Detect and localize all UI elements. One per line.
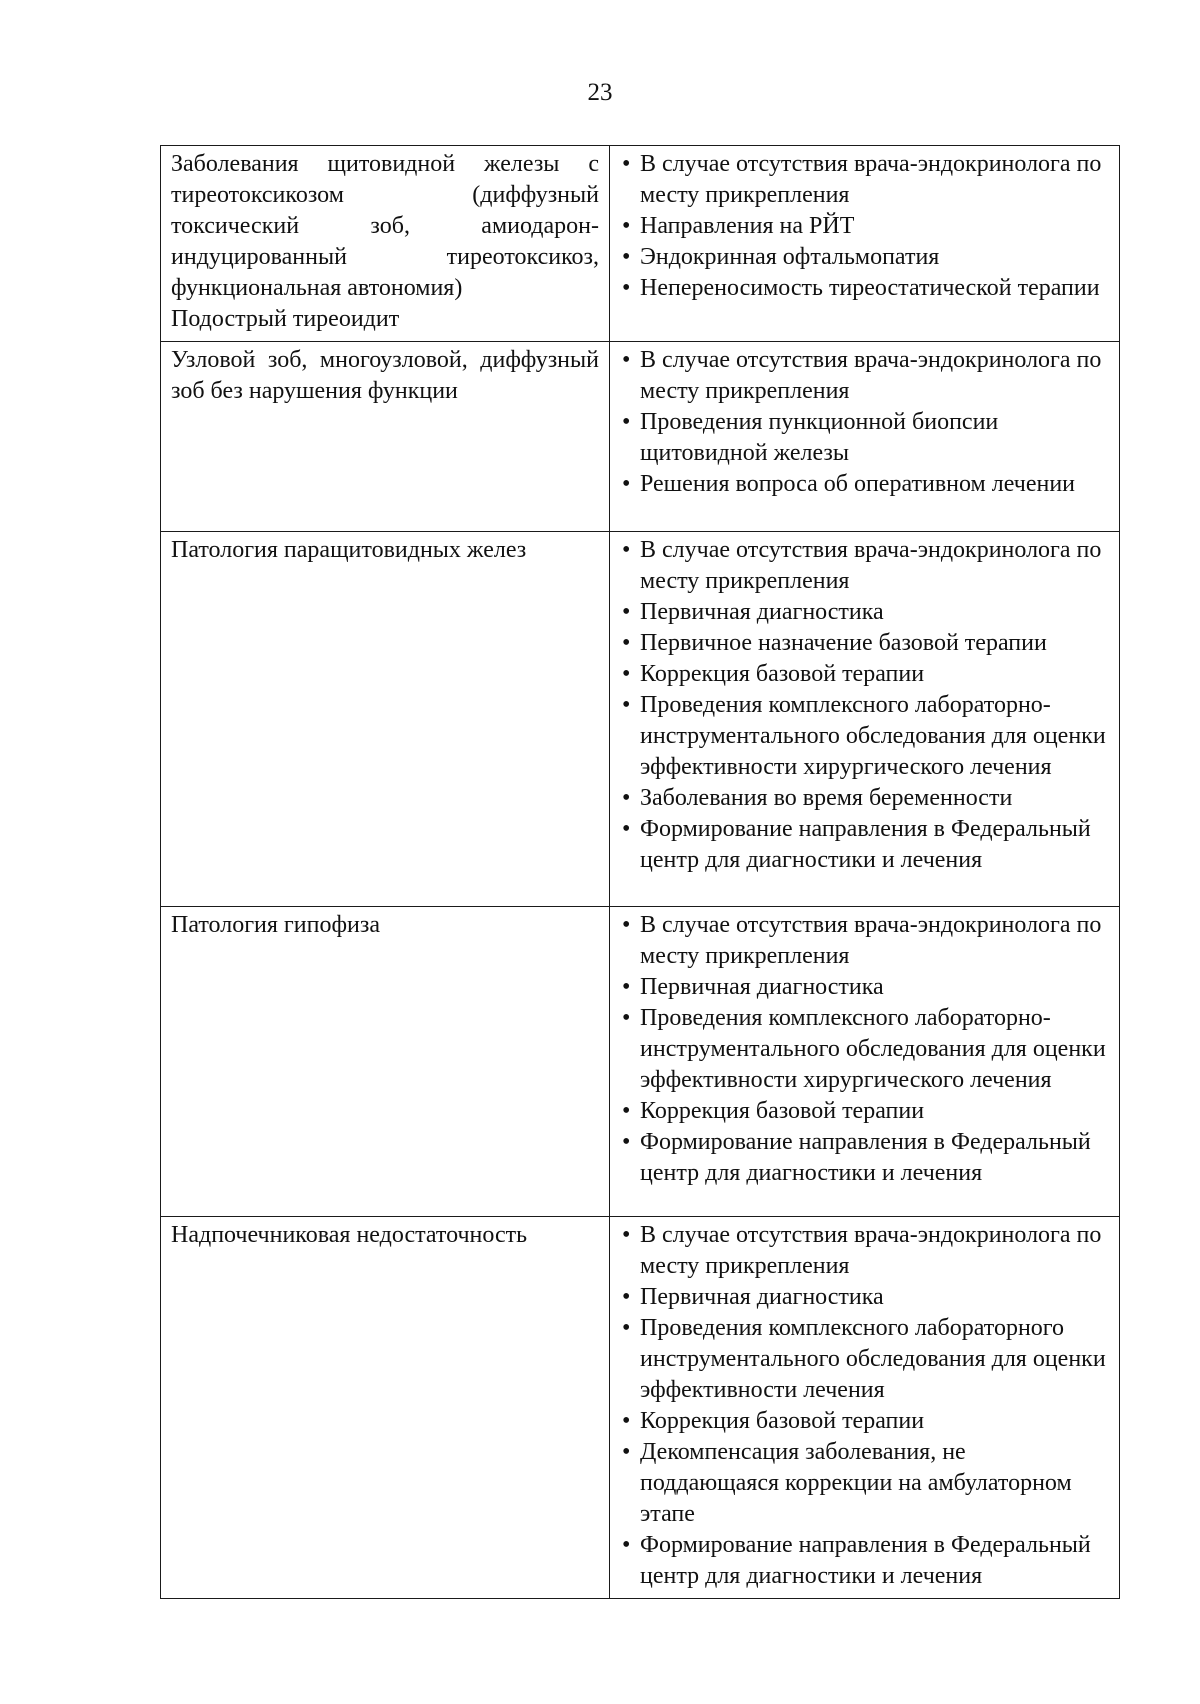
condition-cell [161,907,610,1217]
list-item: • Проведения комплексного лабораторно-инструментального обследования для оценки эффективности хирургического лечения [620,1003,1109,1096]
table-row [161,532,1120,907]
table-row [161,1217,1120,1599]
list-item: • Коррекция базовой терапии [620,659,1109,690]
criteria-list [620,1220,1109,1592]
condition-text: Подострый тиреоидит [171,306,400,332]
condition-cell [161,532,610,907]
list-item: • В случае отсутствия врача-эндокринолога по месту прикрепления [620,1220,1109,1282]
list-item: • Коррекция базовой терапии [620,1096,1109,1127]
list-item: • В случае отсутствия врача-эндокринолога по месту прикрепления [620,345,1109,407]
criteria-cell [610,342,1120,532]
condition-text: Узловой зоб, многоузловой, диффузный зоб без нарушения функции [171,347,599,404]
list-item: • Формирование направления в Федеральный центр для диагностики и лечения [620,1530,1109,1592]
list-item: • Проведения комплексного лабораторно-инструментального обследования для оценки эффективности хирургического лечения [620,690,1109,783]
list-item: • В случае отсутствия врача-эндокринолога по месту прикрепления [620,910,1109,972]
table-row [161,146,1120,342]
condition-text: Надпочечниковая недостаточность [171,1222,528,1248]
criteria-cell [610,146,1120,342]
list-item: • Направления на РЙТ [620,211,1109,242]
list-item: • Первичная диагностика [620,972,1109,1003]
list-item: • Первичная диагностика [620,597,1109,628]
list-item: • Эндокринная офтальмопатия [620,242,1109,273]
table-row [161,342,1120,532]
list-item: • Первичная диагностика [620,1282,1109,1313]
list-item: • Непереносимость тиреостатической терапии [620,273,1109,304]
condition-text: Патология гипофиза [171,912,380,938]
list-item: • Решения вопроса об оперативном лечении [620,469,1109,500]
list-item: • Заболевания во время беременности [620,783,1109,814]
list-item: • Формирование направления в Федеральный центр для диагностики и лечения [620,814,1109,876]
list-item: • В случае отсутствия врача-эндокринолога по месту прикрепления [620,149,1109,211]
referral-table [160,145,1120,1599]
list-item: • Формирование направления в Федеральный центр для диагностики и лечения [620,1127,1109,1189]
page-number: 23 [587,79,613,106]
list-item: • Декомпенсация заболевания, не поддающаяся коррекции на амбулаторном этапе [620,1437,1109,1530]
criteria-list [620,910,1109,1189]
criteria-cell [610,1217,1120,1599]
condition-cell [161,1217,610,1599]
criteria-cell [610,907,1120,1217]
condition-text: Заболевания щитовидной железы с тиреотоксикозом (диффузный токсический зоб, амиодарон-индуцированный тиреотоксикоз, функциональная автономия) [171,151,599,301]
condition-cell [161,342,610,532]
table-row [161,907,1120,1217]
criteria-list [620,149,1109,304]
list-item: • В случае отсутствия врача-эндокринолога по месту прикрепления [620,535,1109,597]
criteria-cell [610,532,1120,907]
criteria-list [620,535,1109,876]
list-item: • Проведения комплексного лабораторного инструментального обследования для оценки эффективности лечения [620,1313,1109,1406]
condition-text: Патология паращитовидных желез [171,537,527,563]
criteria-list [620,345,1109,500]
list-item: • Проведения пункционной биопсии щитовидной железы [620,407,1109,469]
condition-cell [161,146,610,342]
list-item: • Первичное назначение базовой терапии [620,628,1109,659]
list-item: • Коррекция базовой терапии [620,1406,1109,1437]
